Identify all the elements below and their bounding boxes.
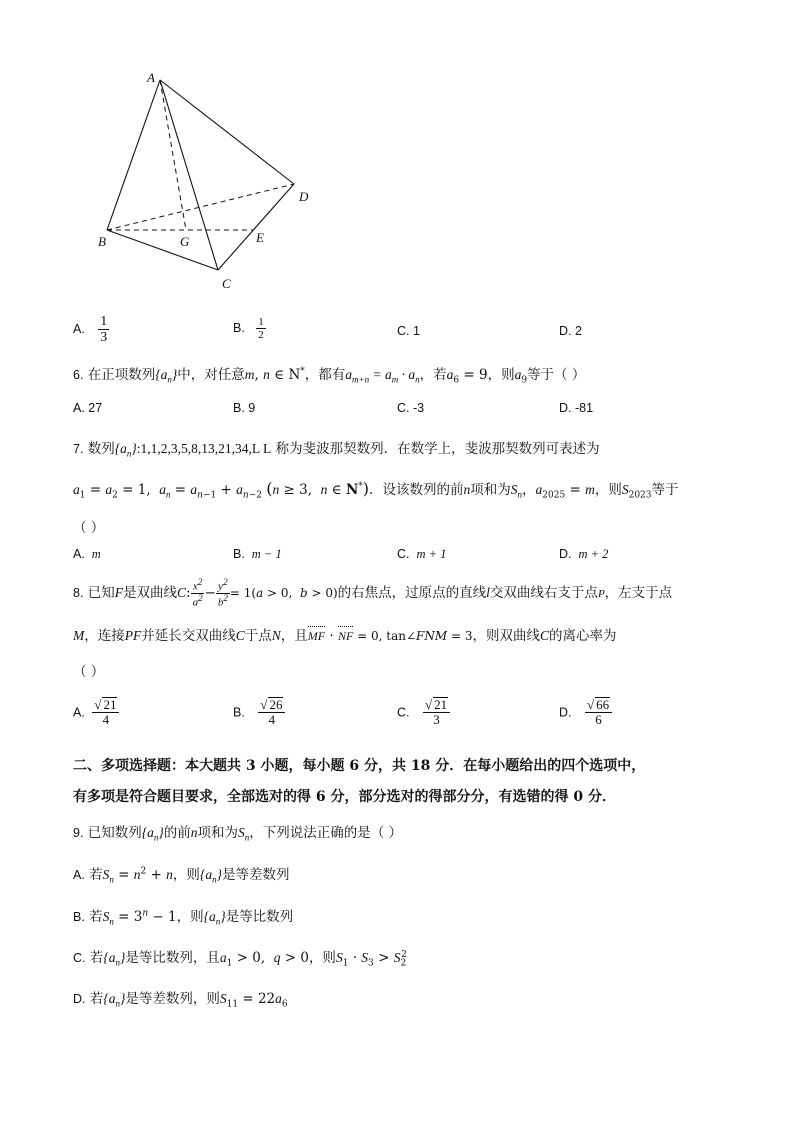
- q8-answer-paren: （ ）: [73, 664, 105, 680]
- vertex-label-C: C: [222, 276, 231, 291]
- q9-option-D[interactable]: D. 若$\{a_n\}$是等差数列，则$S_{11} = 22a_6$: [73, 991, 288, 1010]
- stem-text: ，连接: [84, 628, 125, 644]
- option-value: 2: [574, 324, 582, 338]
- q8-stem-line1: 8. 已知F是双曲线C: $\frac{x^2}{a^2}$ − $\frac{y^2}{b^2}$ = 1(a > 0, b > 0)的右焦点，过原点的直线l交双曲线右支于点P，左支于点: [73, 577, 673, 609]
- stem-text: ．设该数列的前: [369, 482, 464, 498]
- option-letter: B.: [233, 401, 245, 415]
- option-value: m + 2: [578, 547, 609, 561]
- option-text: 是等比数列，且: [125, 950, 220, 966]
- tetrahedron-figure: [90, 62, 330, 297]
- stem-text: ，若: [419, 367, 447, 383]
- option-letter: A.: [73, 705, 85, 720]
- option-letter: B.: [73, 910, 85, 924]
- sequence-terms: :1,1,2,3,5,8,13,21,34,L L: [136, 441, 272, 456]
- option-text: 若: [89, 991, 104, 1007]
- option-text: 若: [89, 867, 103, 883]
- fraction-denominator: 6: [595, 712, 602, 728]
- option-letter: A.: [73, 868, 85, 882]
- stem-text: 在正项数列: [87, 367, 156, 383]
- stem-text: 并延长交双曲线: [141, 628, 236, 644]
- q7-option-D[interactable]: [559, 547, 608, 562]
- stem-text: 项和为: [470, 482, 511, 498]
- option-letter: A.: [73, 401, 85, 415]
- stem-text: 的前: [163, 825, 191, 841]
- q6-option-A[interactable]: [73, 401, 102, 415]
- stem-text: 的右焦点，过原点的直线: [337, 584, 487, 601]
- option-letter: C.: [73, 951, 86, 965]
- q9-option-A[interactable]: A. 若$S_n = n^2 + n$，则$\{a_n\}$是等差数列: [73, 866, 290, 885]
- option-letter: D.: [559, 547, 572, 561]
- edge-BD-hidden: [107, 184, 294, 230]
- stem-text: ，且: [280, 628, 308, 644]
- radicand: 21: [103, 697, 117, 712]
- option-value: m + 1: [416, 547, 447, 561]
- q9-option-B[interactable]: B. 若$S_n = 3^n - 1$，则$\{a_n\}$是等比数列: [73, 908, 294, 927]
- stem-text: 等于: [651, 482, 679, 498]
- stem-text: 于点: [244, 628, 272, 644]
- stem-text: ，下列说法正确的是（ ）: [249, 825, 403, 841]
- stem-text: 中，对任意: [177, 367, 245, 383]
- q6-stem: 6. 在正项数列$\{a_n\}$中，对任意m, n ∈ N*，都有$a_{m+n} = a_m \cdot a_n$，若$a_6 = 9$，则$a_9$等于（ ）: [73, 366, 586, 386]
- stem-text: 称为斐波那契数列．在数学上，斐波那契数列可表述为: [275, 441, 600, 457]
- option-letter: C.: [397, 401, 410, 415]
- fraction-denominator: 4: [268, 712, 276, 728]
- q7-option-C[interactable]: [397, 547, 446, 562]
- q5-option-A[interactable]: [73, 314, 109, 346]
- q7-option-B[interactable]: [233, 547, 282, 562]
- q7-option-A[interactable]: [73, 547, 101, 562]
- question-number: 8.: [73, 585, 84, 600]
- option-letter: A.: [73, 547, 85, 561]
- stem-text: 数列: [87, 441, 115, 457]
- option-letter: C.: [397, 547, 410, 561]
- segment-AG-hidden: [160, 80, 186, 230]
- fraction-denominator: 2: [258, 329, 264, 342]
- option-letter: B.: [233, 547, 245, 561]
- q5-option-D[interactable]: [559, 324, 582, 338]
- option-text: ，则: [308, 950, 336, 966]
- option-value: 9: [248, 401, 256, 415]
- edge-AD: [160, 80, 294, 184]
- q8-option-B[interactable]: B. $\frac{√ 26}{4}$: [233, 697, 285, 728]
- stem-text: 等于（ ）: [527, 367, 586, 383]
- stem-text: ，则双曲线: [472, 628, 540, 644]
- option-text: 是等差数列，则: [125, 991, 220, 1007]
- point-label-G: G: [180, 234, 190, 249]
- option-letter: B.: [233, 320, 245, 335]
- option-text: 是等差数列: [221, 867, 290, 883]
- option-value: 1: [412, 324, 420, 338]
- option-letter: D.: [73, 992, 86, 1006]
- option-value: m − 1: [251, 547, 282, 561]
- question-number: 7.: [73, 442, 84, 456]
- option-value: -81: [574, 401, 594, 415]
- fraction-denominator: 3: [433, 712, 440, 728]
- fraction-denominator: 3: [100, 330, 108, 346]
- section-heading-line2: 有多项是符合题目要求，全部选对的得 6 分，部分选对的得部分分，有选错的得 0 分．: [73, 789, 616, 805]
- q9-option-C[interactable]: C. 若$\{a_n\}$是等比数列，且$a_1 > 0$, q > 0，则$S_1 \cdot S_3 > S_2^2$: [73, 949, 407, 969]
- option-letter: B.: [233, 705, 245, 720]
- option-letter: D.: [559, 705, 572, 720]
- option-text: 若: [89, 950, 104, 966]
- q5-option-C[interactable]: [397, 324, 420, 338]
- radicand: 66: [596, 697, 610, 712]
- point-label-E: E: [256, 230, 264, 245]
- radicand: 26: [269, 697, 283, 712]
- q7-stem-line2: $a_1 = a_2 = 1$, $a_n = a_{n-1} + a_{n-2}$ (n ≥ 3, n ∈ N*)．设该数列的前n项和为$S_n$，$a_{2025} = m$，则$S_{2023}$等于: [73, 479, 679, 501]
- stem-text: 已知: [87, 584, 115, 601]
- q6-option-D[interactable]: [559, 401, 593, 415]
- option-value: -3: [412, 401, 425, 415]
- edge-CD: [218, 184, 294, 270]
- q8-option-A[interactable]: A. $\frac{√ 21}{4}$: [73, 697, 119, 728]
- question-number: 6.: [73, 368, 84, 382]
- stem-text: ，左支于点: [604, 584, 673, 601]
- fraction-numerator: 1: [100, 314, 108, 329]
- edge-BC: [107, 230, 218, 270]
- q6-option-C[interactable]: [397, 401, 424, 415]
- option-letter: C.: [397, 324, 410, 338]
- radicand: 21: [434, 697, 448, 712]
- fraction-denominator: 4: [102, 712, 110, 728]
- question-number: 9.: [73, 826, 84, 840]
- edge-AB: [107, 80, 160, 230]
- stem-text: ，则: [487, 367, 515, 383]
- option-letter: A.: [73, 322, 85, 337]
- q7-answer-paren: （ ）: [73, 520, 105, 536]
- stem-text: 交双曲线右支于点: [489, 584, 598, 601]
- q6-option-B[interactable]: [233, 401, 255, 415]
- q8-option-C[interactable]: C. $\frac{√ 21}{3}$: [397, 697, 450, 728]
- option-letter: D.: [559, 401, 572, 415]
- section-heading-line1: 二、多项选择题：本大题共 3 小题，每小题 6 分，共 18 分．在每小题给出的四个选项中，: [73, 758, 646, 774]
- option-text: 是等比数列: [225, 909, 294, 925]
- q5-option-B[interactable]: [233, 316, 266, 341]
- stem-text: 已知数列: [87, 825, 142, 841]
- stem-text: ，则: [594, 482, 622, 498]
- q8-option-D[interactable]: D. $\frac{√ 66}{6}$: [559, 697, 612, 728]
- stem-text: ，都有: [304, 367, 346, 383]
- option-letter: D.: [559, 324, 572, 338]
- option-text: ，则: [172, 867, 200, 883]
- q9-stem: 9. 已知数列$\{a_n\}$的前n项和为$S_n$，下列说法正确的是（ ）: [73, 825, 403, 843]
- vertex-label-D: D: [299, 189, 309, 204]
- q7-stem-line1: 7. 数列$\{a_n\}:1,1,2,3,5,8,13,21,34,L$ L 称为斐波那契数列．在数学上，斐波那契数列可表述为: [73, 441, 600, 459]
- option-value: m: [91, 547, 101, 561]
- vertex-label-A: A: [147, 70, 155, 85]
- stem-text: 的离心率为: [549, 628, 617, 644]
- q8-stem-line2: M，连接PF并延长交双曲线C于点N，且MF · NF = 0, tan∠FNM = 3，则双曲线C的离心率为: [73, 628, 617, 644]
- option-text: 若: [89, 909, 103, 925]
- fraction-numerator: 1: [258, 316, 264, 328]
- stem-text: 项和为: [197, 825, 239, 841]
- option-text: ，则: [176, 909, 204, 925]
- vertex-label-B: B: [98, 234, 106, 249]
- stem-text: 是双曲线: [122, 584, 177, 601]
- option-letter: C.: [397, 705, 410, 720]
- option-value: 27: [88, 401, 103, 415]
